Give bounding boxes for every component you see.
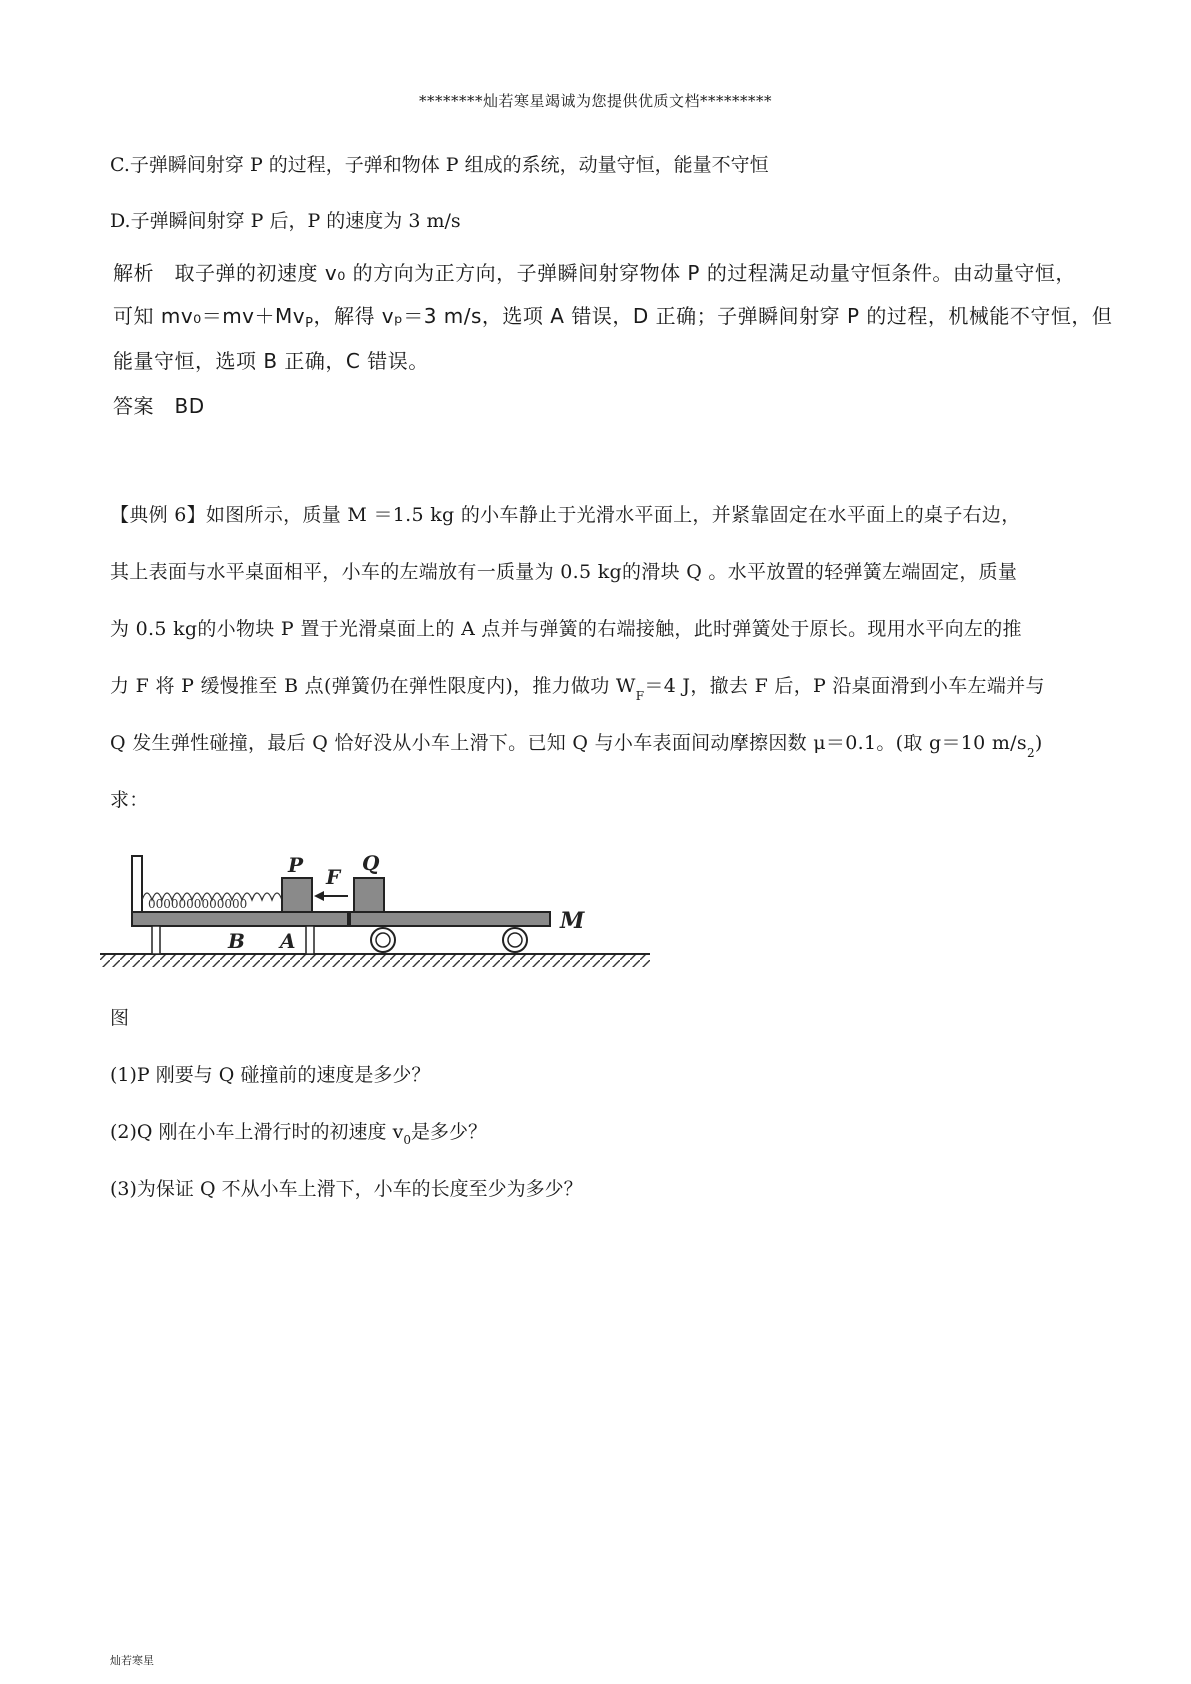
table-top <box>132 912 348 926</box>
analysis-line-3: 能量守恒，选项 B 正确，C 错误。 <box>113 349 429 373</box>
option-c: C.子弹瞬间射穿 P 的过程，子弹和物体 P 组成的系统，动量守恒，能量不守恒 <box>110 154 769 176</box>
example-line-5: Q 发生弹性碰撞，最后 Q 恰好没从小车上滑下。已知 Q 与小车表面间动摩擦因数 μ＝0.1。(取 g＝10 $m/s_2$) <box>110 732 1043 760</box>
block-p <box>282 878 312 912</box>
table-leg-left <box>152 926 160 954</box>
force-arrowhead <box>314 891 324 901</box>
example-line-6: 求： <box>110 789 149 811</box>
question-1: (1)P 刚要与 Q 碰撞前的速度是多少？ <box>110 1064 431 1086</box>
label-f: F <box>326 865 341 889</box>
question-2: (2)Q 刚在小车上滑行时的初速度 $v_0$是多少？ <box>110 1121 487 1147</box>
label-m: M <box>560 908 585 934</box>
label-a: A <box>280 929 296 953</box>
example-line-3: 为 0.5 kg的小物块 P 置于光滑桌面上的 A 点并与弹簧的右端接触，此时弹簧处于原长。现用水平向左的推 <box>110 618 1022 640</box>
example-line-2: 其上表面与水平桌面相平，小车的左端放有一质量为 0.5 kg的滑块 Q 。水平放置的轻弹簧左端固定，质量 <box>110 561 1018 583</box>
ground-hatch <box>100 955 650 967</box>
figure-caption: 图 <box>110 1007 130 1029</box>
block-q <box>354 878 384 912</box>
example-line-1: 【典例 6】如图所示，质量 M ＝1.5 kg 的小车静止于光滑水平面上，并紧靠固定在水平面上的桌子右边， <box>110 504 1021 526</box>
cart-body <box>350 912 550 926</box>
page-header: ********灿若寒星竭诚为您提供优质文档********* <box>418 92 772 110</box>
example-line-4: 力 F 将 P 缓慢推至 B 点(弹簧仍在弹性限度内)，推力做功 $W_F=4$ J，撤去 F 后，P 沿桌面滑到小车左端并与 <box>110 675 1045 703</box>
analysis-line-1: 解析 取子弹的初速度 v₀ 的方向为正方向，子弹瞬间射穿物体 P 的过程满足动量守恒条件。由动量守恒， <box>113 261 1076 285</box>
label-b: B <box>228 929 245 953</box>
table-leg-right <box>306 926 314 954</box>
table-wall <box>132 856 142 912</box>
spring-coils: 0000000000000 <box>148 897 248 911</box>
answer: 答案 BD <box>113 394 205 418</box>
analysis-line-2: 可知 $mv_0=mv+Mv_P$，解得 vₚ＝3 m/s，选项 A 错误，D 正确；子弹瞬间射穿 P 的过程，机械能不守恒，但 <box>113 304 1113 331</box>
question-3: (3)为保证 Q 不从小车上滑下，小车的长度至少为多少？ <box>110 1178 583 1200</box>
label-p: P <box>288 853 304 877</box>
label-q: Q <box>362 851 380 875</box>
page-footer: 灿若寒星 <box>110 1654 154 1667</box>
spring-cart-diagram <box>100 840 660 980</box>
option-d: D.子弹瞬间射穿 P 后，P 的速度为 3 m/s <box>110 210 461 232</box>
